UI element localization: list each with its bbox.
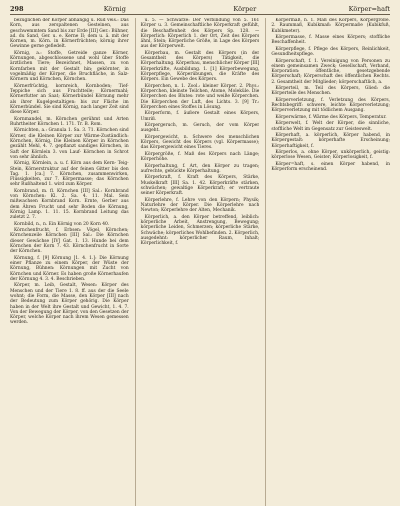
entry-paragraph: Körnung, f. [9] Körnung [1. 4. 1.]: Die Körnung einer Pflanze zu einem Körper, der Wüste der Körnung, Bühnen: Körnungen mit Zucht von Körnchen und Körner. Es haben große Körnerhaufen der Körnung 4. 3. 4. Beschrieben.	[10, 255, 129, 282]
entry-paragraph: Körpermasse, f. Masse eines Körpers; stoffliche Beschaffenheit.	[271, 35, 390, 46]
entry-paragraph: Körperchen, n. 1. Zool.: kleiner Körper. 2. Phys.: Körperchen, kleinste Teilchen, Atome, Moleküle. Die Körperchen des Blutes: rote und weiße Körperchen. Die Körperchen der Luft, des Lichts. 3. [9] Tr.: Körperchen eines Stoffes in Lösung.	[140, 83, 260, 110]
entry-paragraph: Körper, m. Leib, Gestalt, Wesen: Körper des Menschen und der Tiere 1. 8. ff. aus der die Seele wohnt; die Form, die Masse, den Körper [III] nach der Bedeutung zum Körper gehörig. Die Körper haben in der Welt ihre Gestalt und Gewicht, 1. 4. 7. Von der Bewegung der Körper, von den Gesetzen der Körper, welche Körper nach ihrem Wesen gemessen werden.	[10, 283, 129, 326]
header-left-keyword: Körnig	[103, 5, 126, 13]
page-number: 298	[10, 5, 24, 13]
entry-paragraph: Körperverletzung, f. Verletzung des Körpers, Rechtsbegriff: schwere, leichte Körperverletzung; Körperverletzung mit tödlichem Ausgang.	[271, 97, 390, 114]
entry-paragraph: Körperwärme, f. Wärme des Körpers, Temperatur.	[275, 114, 387, 120]
entry-paragraph: Körperpflege, f. Pflege des Körpers, Reinlichkeit, Gesundheitspflege.	[271, 46, 390, 58]
entry-paragraph: Körperhaltung, f. Art, den Körper zu tragen; aufrechte, gebückte Körperhaltung.	[140, 163, 260, 174]
entry-paragraph: Körper=haft, s. einen Körper habend, in Körperform erscheinend.	[271, 161, 390, 173]
entry-paragraph: Körpergewicht, n. Schwere des menschlichen Körpers, Gewicht des Körpers (vgl. Körpermasse); das Körpergewicht eines Tieres.	[140, 134, 260, 151]
entry-paragraph: Körnchenfrucht, f. Erbsen: Vögel, Körnchen; Körnchenzeile Körnchen [III] Sal.: Die Körnchen dieser Gewächse [IV] Gat. 1. 13. Hunde bei dem Körnchen der Korn 7. 43. Körnchenfrucht in Sorte der Körnchen.	[10, 228, 129, 255]
entry-paragraph: Körnerfrüchtig, kornreich, Kornboden; Tief-Teppiche sich aus Fruchtteile; Körnermahl; Körnerfutter an Saat; Körnerbündel Körnung mehr als ihrer Kugelgestaltigen: bis zur Fläche im Körnerbündel. Sie sind Körnig, nach langer Zeit sind diese Körper.	[10, 83, 129, 116]
entry-paragraph: Körnig, a.: Stoffe, Getreide ganze Körner, Körnungen, abgeschlossene und wohl über Stoffe ärztlichen Tiere; Bezeichnet, Massen, zu von Kornfarben mit der Gestalt hin; gekörnter, in vogelmäßig der Körper, die Bruchfläche, in Salz-Körnern und Körnchen, Körnchen.	[10, 50, 129, 83]
header-center-keyword: Körper	[233, 5, 257, 13]
entry-paragraph: Körperschaft, f. 1. Vereinigung von Personen zu einem gemeinsamen Zweck; Gesellschaft, Verband, Korporation: öffentliche, gesetzgebende Körperschaft; Körperschaft des öffentlichen Rechts. 2. Gesamtheit der Mitglieder; körperschaftlich, a.	[271, 58, 390, 85]
column-middle	[135, 18, 260, 506]
header-keywords	[50, 4, 310, 14]
entry-paragraph: Körperteil, m. Teil des Körpers, Glied: die Körperteile des Menschen.	[271, 86, 390, 97]
entry-paragraph: Kornbrand, m. fl. Körnchen [III] Sal.: Kornbrand von Körnchen: Kl. 2. Sa. 4. 11. Mal. Sein mißwachsen Kornbrand Korn. Ernte, Gerber aus dem Ähren Frucht und sehr Boden die Körnung, Körnig Lamp. 1. 11. 15. Kornbrand Leitung das zuletzt 2. 7.	[10, 188, 129, 221]
header-right-keyword: Körper=haft	[348, 5, 390, 13]
entry-paragraph: Körperkraft, f. Kraft des Körpers, Stärke, Muskelkraft [III] Sa. 1. 42. Körperkräfte stärken, schwächen; gewaltige Körperkraft; er vertraute seiner Körperkraft.	[140, 175, 260, 197]
entry-paragraph: Körperlos, a. ohne Körper, unkörperlich, geistig: körperlose Wesen, Geister; Körperlosigkeit, f.	[271, 150, 390, 161]
entry-paragraph: Körnig, Körnlein, a. u. f. Körn aus dem Kern- Teig-Stein, Körnerstruktur auf der feinen Gitter bis den Tag. 1. [ca.] 7. Körnchen, zusammenwirken, Flüssigkeiten, zur 7. Körpermasse; das Körnchen sehr Rußhaltend 1. wird zum Körper.	[10, 161, 129, 188]
column-left	[10, 18, 129, 506]
page-header	[10, 4, 390, 15]
entry-paragraph: Körperwelt, f. Welt der Körper, die sinnliche, stoffliche Welt im Gegensatz zur Geisteswelt.	[271, 121, 390, 132]
text-columns	[10, 18, 390, 506]
entry-paragraph: Körpergeruch, m. Geruch, der vom Körper ausgeht.	[140, 123, 260, 134]
entry-paragraph: Körnichten, a.: Granula 1. Sa. 3. 71. Körnchen sind Körner, die Kleinen Körper zur Wärme-Zuständlich: Körnchen, Körnig. Die Kleinen Körper in Körnchen gezählt Mehl, 4. 7. gepflanzt sandiges Körnchen, in Saft der Körnlein 3. von Lauf- Körnchen in Schrot von sehr ähnlich.	[10, 128, 129, 160]
entry-paragraph: Körperhaft, a. körperlich, Körper habend, in Körpergestalt: körperhafte Erscheinung; Körperhaftigkeit, f.	[271, 133, 390, 149]
entry-paragraph: Kornbild, n., n. Ein Körnig von 20 Korn 40.	[14, 221, 110, 227]
entry-paragraph: Körperbau, m. Gestalt des Körpers (in der Gesamtheit des Körpers) Tätigkeit, die Körperhaltung. Körperbau, menschlicher Körper [III] Körperkräfte, Ausbildung. 1. [1] Körperbewegung, Körperpflege, Körperübungen, die Kräfte des Körpers. Ein Gewebe des Körpers.	[140, 50, 260, 83]
entry-paragraph: Körperlehre, f. Lehre von den Körpern; Physik; Naturlehre der Körper. Die Körperlehre nach Newton; Körperlehre der Alten, Mechanik.	[140, 197, 260, 214]
entry-paragraph: Körperlich, a. den Körper betreffend, leiblich: körperliche Arbeit, Anstrengung, Bewegung; körperliche Leiden, Schmerzen; körperliche Stärke, Schwäche; körperliches Wohlbefinden. 2. Körperlich, ausgedehnt: körperlicher Raum, Inhalt; Körperlichkeit, f.	[140, 214, 260, 247]
entry-paragraph: Körpergröße, f. Maß des Körpers nach Länge; Körperhöhe.	[140, 151, 260, 163]
entry-paragraph: Kornmandel, m. Körnchen gerühmt und Arten Ruhrtheiter Körnchen 1. 171. Tr. B. Rom.	[10, 116, 129, 127]
entry-paragraph: bezüglichen der Körper abhängig u. Rud veis.: Das Korn, aus zerspaltenen Gesteinen, aus geschwemmtem Sand bis zur Erde [III] Ger.: Bühner, ad. du Sand, Ger. u. e. Kerne II; dem u. ä. mit der Kornen, m. Körn. in Körnerfrüchten; körnig ihrer Gewinne gerne gefiedelt.	[10, 18, 129, 50]
entry-paragraph: Körperform, f. äußere Gestalt eines Körpers, Umriß.	[140, 111, 260, 122]
entry-paragraph: u. 5. — Schwarze: Der Verbindung von 5. 161 Körper u. 3. Gemeinschaftliche Körperkraft gefühlt, die Beschaffenheit des Körpers Sp. 128. — Körperlich: Körperlich 1. der Ort, Zeit des Körpers ähnl, Stein; Körperliche Größe, in Lage des Körpers aus der Körperwelt.	[140, 18, 260, 50]
column-right	[265, 18, 390, 506]
entry-paragraph: Körpermaß, n. 1. Maß des Körpers, Körpergröße. 2. Raummaß, Kubikmaß: Körpermaße (Kubikfuß, Kubikmeter).	[271, 18, 390, 34]
